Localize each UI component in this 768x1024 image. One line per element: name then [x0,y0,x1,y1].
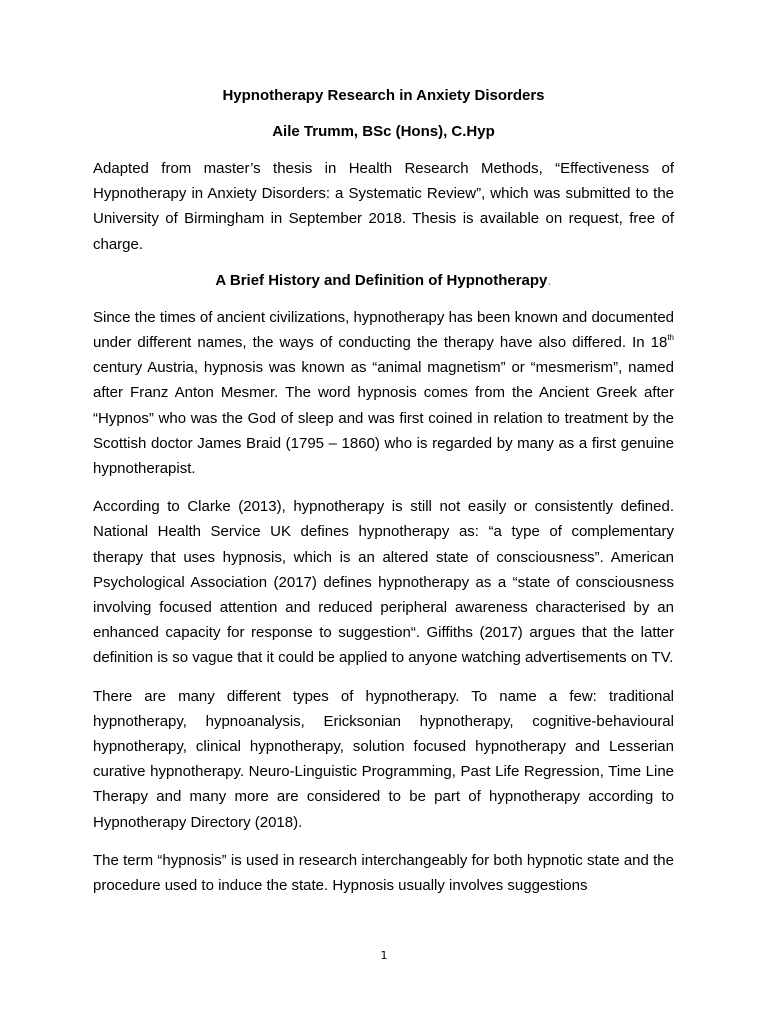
ordinal-superscript: th [667,333,674,343]
intro-paragraph: Adapted from master’s thesis in Health Research Methods, “Effectiveness of Hypnotherapy in Anxiety Disorders: a Systematic Review”, which was submitted to the University of Birmingham in September 2018. Thesis is available on request, free of charge. [93,160,674,253]
history-text-start: Since the times of ancient civilizations, hypnotherapy has been known and documented under different names, the ways of conducting the therapy have also differed. In 18 [93,308,674,352]
document-page [93,86,674,898]
section-heading-text: A Brief History and Definition of Hypnotherapy [215,271,548,289]
term-paragraph: The term “hypnosis” is used in research interchangeably for both hypnotic state and the procedure used to induce the state. Hypnosis usually involves suggestions [93,851,674,895]
section-heading [93,271,674,291]
page-number: 1 [380,949,388,962]
definition-paragraph: According to Clarke (2013), hypnotherapy is still not easily or consistently defined. National Health Service UK defines hypnotherapy as: “a type of complementary therapy that uses hypnosis, which is an altered state of consciousness”. American Psychological Association (2017) defines hypnotherapy as a “state of consciousness involving focused attention and reduced peripheral awareness characterised by an enhanced capacity for response to suggestion“. Giffiths (2017) argues that the latter definition is so vague that it could be applied to anyone watching advertisements on TV. [93,498,674,667]
types-paragraph: There are many different types of hypnotherapy. To name a few: traditional hypnotherapy, hypnoanalysis, Ericksonian hypnotherapy, cognitive-behavioural hypnotherapy, clinical hypnotherapy, solution focused hypnotherapy and Lesserian curative hypnotherapy. Neuro-Linguistic Programming, Past Life Regression, Time Line Therapy and many more are considered to be part of hypnotherapy according to Hypnotherapy Directory (2018). [93,687,674,831]
document-title: Hypnotherapy Research in Anxiety Disorders [222,87,545,104]
history-paragraph [93,305,674,481]
document-author: Aile Trumm, BSc (Hons), C.Hyp [272,123,495,140]
history-text-end: century Austria, hypnosis was known as “animal magnetism” or “mesmerism”, named after Franz Anton Mesmer. The word hypnosis comes from the Ancient Greek after “Hypnos” who was the God of sleep and was first coined in relation to treatment by the Scottish doctor James Braid (1795 – 1860) who is regarded by many as a first genuine hypnotherapist. [93,359,674,478]
section-heading-dot: . [547,271,552,289]
